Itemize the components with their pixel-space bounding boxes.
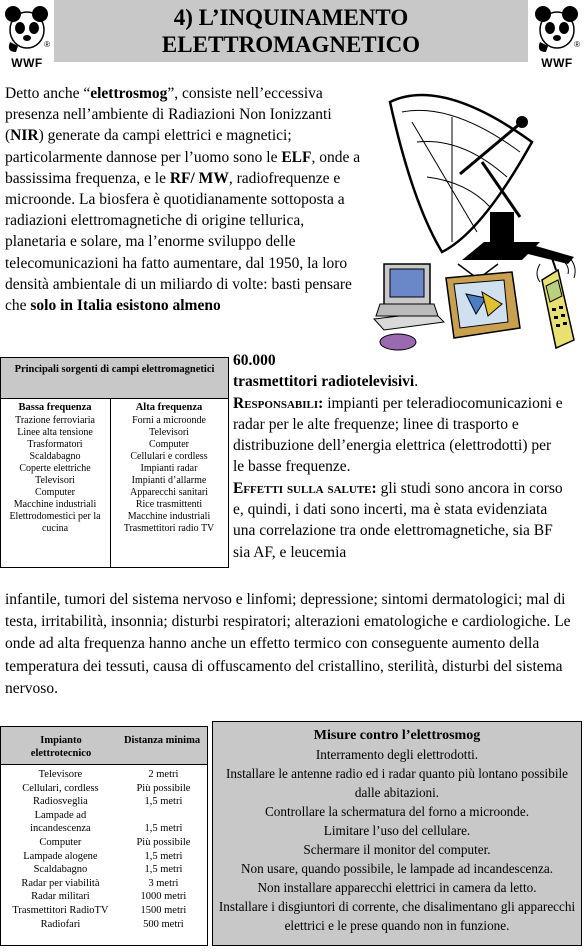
list-item: Apparecchi sanitari: [129, 487, 209, 498]
measure-item: Non installare apparecchi elettrici in camera da letto.: [257, 880, 537, 895]
registered-mark: ®: [574, 40, 580, 49]
table-row: [1, 809, 207, 823]
list-item: Televisori: [149, 427, 189, 438]
table-row: [1, 768, 207, 782]
low-frequency-column: [1, 402, 109, 535]
distance-table-body: [1, 768, 207, 931]
bold-term: 60.000: [233, 352, 276, 369]
wwf-logo-right: [532, 2, 582, 72]
bold-term: NIR: [10, 127, 39, 145]
list-item: Cellulari e cordless: [130, 451, 208, 462]
sources-table: [0, 357, 229, 568]
measures-title: Misure contro l’elettrosmog: [313, 728, 481, 743]
table-cell: Cellulari, cordless: [22, 782, 99, 794]
low-frequency-header: Bassa frequenza: [18, 402, 92, 413]
table-row: [1, 918, 207, 932]
table-cell: incandescenza: [30, 823, 91, 835]
page-title: [54, 0, 528, 62]
text-run: Detto anche “: [5, 85, 91, 102]
list-item: Linee alta tensione: [17, 427, 93, 438]
table-cell: Lampade ad: [34, 809, 87, 821]
table-cell: 1,5 metri: [144, 823, 183, 835]
text-run: ) generate da campi elettrici e magnetici; particolarmente dannose per l’uomo sono le: [5, 127, 292, 166]
logo-text: WWF: [11, 56, 43, 70]
measures-box: [212, 721, 582, 946]
list-item: Computer: [149, 439, 189, 450]
table-row: [1, 822, 207, 836]
table-cell: [120, 809, 207, 823]
measure-item: Installare i disgiuntori di corrente, che disalimentano gli apparecchi elettrici e le prese quando non in funzione.: [218, 899, 576, 933]
text-run: .: [414, 373, 419, 391]
table-row: [1, 890, 207, 904]
table-cell: Più possibile: [136, 782, 191, 794]
table-row: [1, 904, 207, 918]
intro-paragraph: [5, 83, 369, 316]
table-row: [1, 850, 207, 864]
responsible-paragraph: [233, 350, 563, 563]
title-line-1: 4) L’INQUINAMENTO: [173, 5, 409, 30]
table-cell: 500 metri: [143, 918, 184, 930]
list-item: Macchine industriali: [13, 499, 97, 510]
table-cell: 2 metri: [148, 769, 179, 780]
text-run: impianti per teleradiocomunicazioni e radar per le alte frequenze; linee di trasporto e distribuzione dell’energia elettrica (elettrodotti) per le basse frequenze.: [233, 394, 563, 476]
table-cell: Trasmettitori RadioTV: [12, 904, 109, 916]
list-item: Elettrodomestici per la cucina: [9, 511, 101, 534]
computer-icon: [374, 264, 444, 350]
bold-term: trasmettitori radiotelevisivi: [233, 373, 415, 391]
list-item: Trazione ferroviaria: [15, 415, 95, 426]
table-cell: Lampade alogene: [23, 850, 98, 862]
table-cell: Radiofari: [40, 918, 81, 930]
table-cell: Più possibile: [136, 836, 191, 848]
table-cell: 3 metri: [148, 877, 179, 889]
distance-table: [0, 726, 208, 946]
title-line-2: ELETTROMAGNETICO: [161, 32, 421, 57]
table-row: [1, 795, 207, 809]
measure-item: Controllare la schermatura del forno a microonde.: [264, 804, 529, 819]
table-cell: 1,5 metri: [144, 864, 183, 876]
list-item: Scaldabagno: [29, 451, 81, 462]
distance-table-header: [1, 727, 207, 765]
measure-item: Interramento degli elettrodotti.: [315, 747, 479, 762]
text-run: , onde a bassissima frequenza, e le: [5, 148, 361, 187]
column-header-device: Impianto elettrotecnico: [30, 735, 92, 759]
measure-item: Non usare, quando possibile, le lampade ad incandescenza.: [241, 861, 553, 876]
measure-item: Schermare il monitor del computer.: [303, 842, 491, 857]
responsible-label: Responsabili:: [233, 394, 324, 412]
mobile-phone-icon: [537, 256, 575, 348]
illustrations: [372, 82, 580, 360]
bold-term: elettrosmog: [90, 85, 168, 102]
list-item: Televisori: [35, 475, 75, 486]
table-cell: 1,5 metri: [144, 850, 183, 862]
table-row: [1, 863, 207, 877]
table-cell: 1500 metri: [140, 904, 187, 916]
health-effects-label: Effetti sulla salute:: [233, 479, 377, 497]
list-item: Macchine industriali: [127, 511, 211, 522]
health-effects-paragraph: infantile, tumori del sistema nervoso e linfomi; depressione; sintomi dermatologici; mal di testa, irritabilità, insonnia; disturbi respiratori; alterazioni ematologiche e cardiologiche. Le onde ad alta frequenza hanno anche un effetto termico con conseguente aumento della temperatura dei tessuti, causa di offuscamento del cristallino, sterilità, disturbi del sistema nervoso.: [5, 591, 571, 697]
list-item: Trasformatori: [27, 439, 83, 450]
list-item: Forni a microonde: [132, 415, 206, 426]
registered-mark: ®: [44, 40, 50, 49]
table-divider: [110, 399, 111, 567]
high-frequency-header: Alta frequenza: [135, 402, 203, 413]
measure-item: Limitare l’uso del cellulare.: [323, 823, 471, 838]
table-cell: Televisore: [38, 769, 83, 780]
text-run: gli studi sono ancora in corso e, quindi, i dati sono incerti, ma è stata evidenziata una correlazione tra onde elettromagnetiche, sia BF sia AF, e leucemia: [233, 479, 563, 561]
satellite-dish-icon: [390, 95, 574, 264]
list-item: Trasmettitori radio TV: [123, 523, 215, 534]
table-cell: 1,5 metri: [144, 796, 183, 808]
column-header-distance: Distanza minima: [123, 735, 201, 746]
bold-term: ELF: [281, 148, 312, 166]
logo-text: WWF: [541, 56, 573, 70]
table-cell: 1000 metri: [140, 891, 187, 903]
table-cell: Radar militari: [31, 891, 90, 903]
table-row: [1, 836, 207, 850]
table-cell: Scaldabagno: [33, 864, 88, 876]
measure-item: Installare le antenne radio ed i radar quanto più lontano possibile dalle abitazioni.: [225, 766, 569, 800]
television-icon: [446, 264, 520, 338]
bold-term: RF/ MW: [169, 169, 229, 187]
table-cell: Radar per viabilità: [21, 877, 100, 889]
sources-table-title: Principali sorgenti di campi elettromagnetici: [1, 358, 228, 399]
table-cell: Radiosveglia: [33, 796, 88, 808]
table-row: [1, 782, 207, 796]
list-item: Coperte elettriche: [19, 463, 91, 474]
text-run: ”, consiste nell’eccessiva presenza nell’ambiente di Radiazioni Non Ionizzanti (: [5, 85, 332, 145]
list-item: Impianti d’allarme: [131, 475, 207, 486]
table-row: [1, 877, 207, 891]
list-item: Rice trasmittenti: [135, 499, 203, 510]
list-item: Computer: [35, 487, 75, 498]
table-cell: Computer: [39, 836, 82, 848]
high-frequency-column: [115, 402, 223, 535]
bold-term: solo in Italia esistono almeno: [30, 297, 221, 315]
wwf-logo-left: [2, 2, 52, 72]
list-item: Impianti radar: [140, 463, 198, 474]
text-run: , radiofrequenze e microonde. La biosfera è quotidianamente sottoposta a radiazioni elettromagnetiche di origine tellurica, planetaria e solare, ma l’enorme sviluppo delle telecomunicazioni ha fatto aumentare, dal 1950, la loro densità ambientale di un miliardo di volte: basti pensare che: [5, 169, 352, 315]
